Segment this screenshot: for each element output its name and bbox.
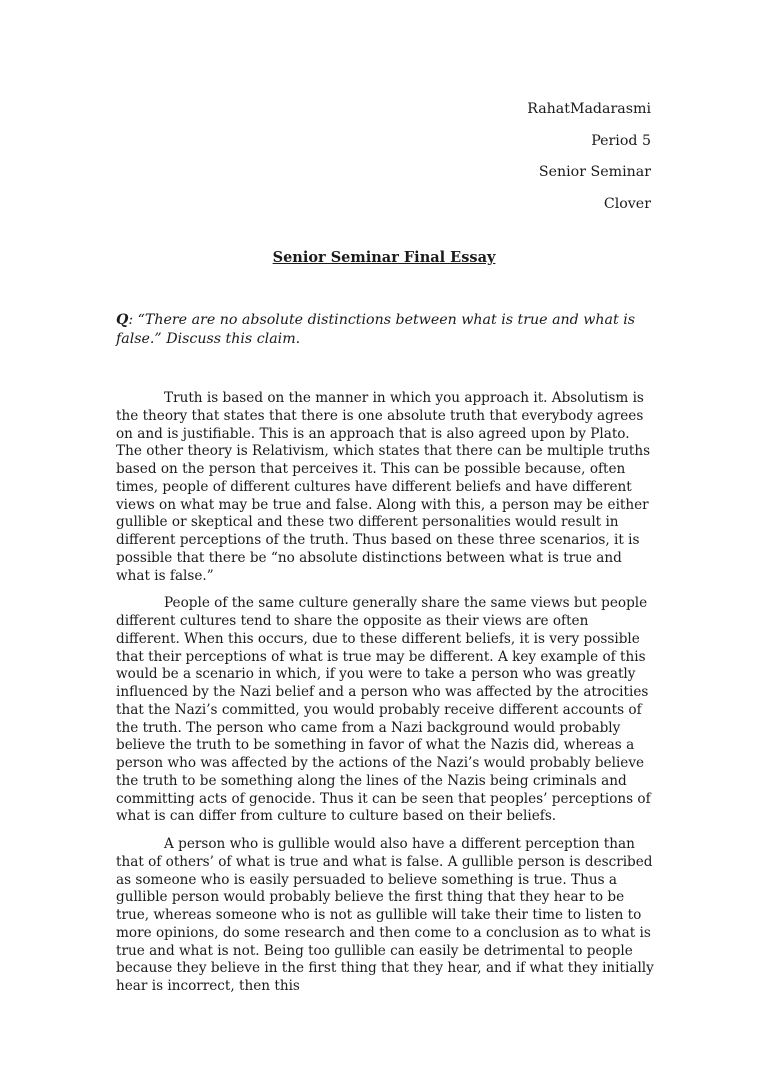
body-paragraph: A person who is gullible would also have a different perception than that of others’ of what is true and what is false. A gullible person is described as someone who is easily persuaded to believe something is true. Thus a gullible person would probably believe the first thing that they hear to be true, whereas someone who is not as gullible will take their time to listen to more opinions, do some research and then come to a conclusion as to what is true and what is not. Being too gullible can easily be detrimental to people because they believe in the first thing that they hear, and if what they initially hear is incorrect, then this <box>116 836 654 994</box>
body-paragraph: People of the same culture generally share the same views but people different cultures tend to share the opposite as their views are often different. When this occurs, due to these different beliefs, it is very possible that their perceptions of what is true may be different. A key example of this would be a scenario in which, if you were to take a person who was greatly influenced by the Nazi belief and a person who was affected by the atrocities that the Nazi’s committed, you would probably receive different accounts of the truth. The person who came from a Nazi background would probably believe the truth to be something in favor of what the Nazis did, whereas a person who was affected by the actions of the Nazi’s would probably believe the truth to be something along the lines of the Nazis being criminals and committing acts of genocide. Thus it can be seen that peoples’ perceptions of what is can differ from culture to culture based on their beliefs. <box>116 595 651 825</box>
essay-question <box>116 311 656 348</box>
class-period: Period 5 <box>591 132 651 149</box>
essay-title: Senior Seminar Final Essay <box>272 249 496 266</box>
teacher-name: Clover <box>603 195 651 212</box>
question-text: : “There are no absolute distinctions between what is true and what is false.” Discuss this claim. <box>116 312 636 347</box>
course-name: Senior Seminar <box>538 164 651 180</box>
question-label: Q <box>116 312 129 328</box>
body-paragraph: Truth is based on the manner in which you approach it. Absolutism is the theory that states that there is one absolute truth that everybody agrees on and is justifiable. This is an approach that is also agreed upon by Plato. The other theory is Relativism, which states that there can be multiple truths based on the person that perceives it. This can be possible because, often times, people of different cultures have different beliefs and have different views on what may be true and false. Along with this, a person may be either gullible or skeptical and these two different personalities would result in different perceptions of the truth. Thus based on these three scenarios, it is possible that there be “no absolute distinctions between what is true and what is false.” <box>116 390 651 584</box>
author-header <box>527 94 651 220</box>
author-name: RahatMadarasmi <box>527 101 651 117</box>
essay-body <box>116 390 656 1006</box>
